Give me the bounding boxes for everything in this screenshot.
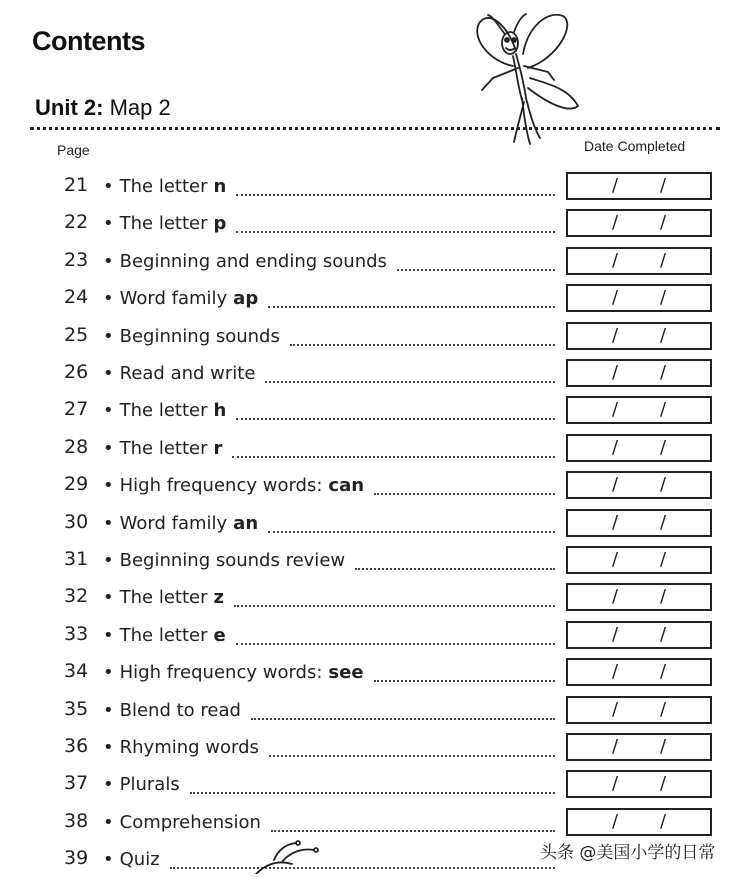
dot-leader [269,755,555,757]
watermark-text: 头条 @美国小学的日常 [540,843,716,863]
contents-row [0,286,750,316]
page-number: 22 [64,211,89,234]
entry-label [103,550,555,574]
date-separator: / [660,436,667,458]
date-separator: / [660,511,667,533]
entry-text: Beginning sounds review [119,550,346,571]
date-separator: / [660,287,667,309]
contents-row [0,735,750,765]
contents-row [0,249,750,279]
entry-text: High frequency words: [119,475,323,497]
contents-row [0,436,750,466]
bullet-icon: • [103,250,114,272]
bullet-icon: • [103,288,114,310]
date-completed-box[interactable] [566,322,712,350]
bullet-icon: • [103,363,114,384]
entry-label [103,475,555,499]
entry-label [103,737,555,761]
page-number: 32 [64,585,89,608]
entry-text: The letter [119,176,208,197]
date-separator: / [612,810,619,832]
date-separator: / [660,623,667,645]
bullet-icon: • [103,176,114,197]
page-number: 25 [64,323,89,346]
date-column-header: Date Completed [584,138,686,154]
date-completed-box[interactable] [566,546,712,574]
date-separator: / [612,549,619,570]
date-separator: / [612,362,619,383]
entry-label [103,326,555,350]
bullet-icon: • [103,699,114,721]
entry-text: Rhyming words [119,737,259,758]
dot-leader [268,531,555,533]
bullet-icon: • [103,811,114,833]
date-separator: / [612,511,619,533]
bullet-icon: • [103,774,114,796]
date-separator: / [660,399,667,421]
date-separator: / [612,474,619,496]
contents-row [0,511,750,541]
keyword: r [213,437,223,459]
entry-label [103,625,555,649]
date-completed-box[interactable] [566,770,712,798]
date-completed-box[interactable] [566,209,712,237]
date-separator: / [612,399,619,421]
date-separator: / [660,810,667,832]
date-separator: / [612,623,619,645]
contents-row [0,585,750,615]
contents-row [0,361,750,391]
entry-label [103,288,555,312]
bullet-icon: • [103,475,114,497]
date-separator: / [660,249,667,271]
unit-name: Map 2 [109,95,171,120]
dot-leader [236,643,555,645]
entry-text: Word family [119,288,228,310]
entry-label [103,849,555,873]
page-number: 26 [64,361,89,383]
page-number: 38 [64,809,89,832]
dot-leader [374,680,555,682]
dot-leader [268,306,555,308]
page-number: 33 [64,622,89,645]
dot-leader [236,231,555,233]
date-completed-box[interactable] [566,172,712,200]
keyword: ap [233,288,259,310]
contents-row [0,473,750,503]
date-completed-box[interactable] [566,621,712,649]
entry-label [103,400,555,424]
dot-leader [251,718,555,720]
entry-label [103,774,555,798]
entry-label [103,213,555,237]
keyword: e [213,624,226,646]
date-completed-box[interactable] [566,733,712,761]
bullet-icon: • [103,737,114,758]
page-number: 30 [64,510,89,533]
date-separator: / [660,661,667,683]
entry-text: The letter [119,587,208,609]
date-separator: / [660,549,667,570]
entry-label [103,513,555,537]
dot-leader [265,381,555,383]
contents-row [0,810,750,840]
date-separator: / [612,586,619,608]
contents-row [0,548,750,578]
page-number: 29 [64,473,89,496]
bullet-icon: • [103,437,114,459]
entry-text: Plurals [119,774,180,796]
bullet-icon: • [103,213,114,235]
dot-leader [190,792,555,794]
date-separator: / [660,773,667,795]
date-separator: / [612,212,619,234]
contents-row [0,660,750,690]
entry-text: The letter [119,624,208,646]
contents-row [0,211,750,241]
keyword: see [328,662,364,684]
date-completed-box[interactable] [566,359,712,387]
page-number: 37 [64,772,89,795]
dot-leader [374,493,555,495]
entry-text: Word family [119,512,228,534]
entry-text: The letter [119,437,208,459]
dot-leader [170,867,555,869]
dot-leader [236,418,555,420]
header-divider [30,127,720,130]
entry-text: Quiz [119,849,160,871]
page-number: 27 [64,398,89,421]
entry-text: Read and write [119,363,256,384]
date-completed-box[interactable] [566,284,712,312]
dot-leader [234,605,555,607]
contents-row [0,174,750,204]
entry-label [103,700,555,724]
entry-label [103,812,555,836]
entry-label [103,251,555,275]
page-number: 39 [64,847,89,870]
entry-label [103,587,555,611]
bullet-icon: • [103,325,114,347]
date-completed-box[interactable] [566,808,712,836]
date-separator: / [612,773,619,795]
page-number: 21 [64,174,89,196]
entry-label [103,438,555,462]
date-separator: / [660,212,667,234]
contents-row [0,772,750,802]
date-separator: / [660,698,667,720]
date-separator: / [660,324,667,346]
bullet-icon: • [103,550,114,571]
date-separator: / [612,324,619,346]
keyword: can [328,475,365,497]
page-number: 31 [64,548,89,570]
date-separator: / [612,436,619,458]
entry-label [103,662,555,686]
bullet-icon: • [103,662,114,684]
date-completed-box[interactable] [566,509,712,537]
contents-row [0,398,750,428]
bullet-icon: • [103,849,114,871]
entry-text: Blend to read [119,699,241,721]
page-number: 28 [64,435,89,458]
page-column-header: Page [57,142,90,158]
entry-label [103,363,555,387]
unit-heading [35,95,171,121]
contents-row [0,623,750,653]
entry-text: High frequency words: [119,662,323,684]
date-separator: / [612,736,619,757]
date-separator: / [612,175,619,196]
date-separator: / [660,586,667,608]
keyword: n [213,176,227,197]
entry-text: The letter [119,213,208,235]
page-number: 34 [64,660,89,683]
bullet-icon: • [103,624,114,646]
date-completed-box[interactable] [566,696,712,724]
keyword: z [213,587,224,609]
date-separator: / [660,736,667,757]
bullet-icon: • [103,587,114,609]
contents-row [0,698,750,728]
date-separator: / [660,474,667,496]
contents-row [0,324,750,354]
page-number: 24 [64,286,89,309]
date-separator: / [660,362,667,383]
entry-text: Comprehension [119,811,261,833]
date-completed-box[interactable] [566,583,712,611]
entry-text: Beginning sounds [119,325,280,347]
caterpillar-illustration-icon [252,838,322,874]
entry-label [103,176,555,200]
keyword: p [213,213,227,235]
entry-text: The letter [119,400,208,422]
date-separator: / [612,661,619,683]
date-completed-box[interactable] [566,247,712,275]
date-separator: / [612,249,619,271]
bullet-icon: • [103,512,114,534]
dot-leader [232,456,555,458]
dot-leader [397,269,555,271]
bullet-icon: • [103,400,114,422]
dot-leader [271,830,555,832]
page-number: 23 [64,248,89,271]
dot-leader [290,344,555,346]
entry-text: Beginning and ending sounds [119,250,387,272]
page-number: 36 [64,735,89,757]
date-completed-box[interactable] [566,396,712,424]
page-number: 35 [64,697,89,720]
page-title: Contents [32,26,145,56]
date-completed-box[interactable] [566,434,712,462]
dot-leader [236,194,555,196]
date-separator: / [612,698,619,720]
date-completed-box[interactable] [566,471,712,499]
date-completed-box[interactable] [566,658,712,686]
unit-label: Unit 2: [35,95,104,120]
date-separator: / [660,175,667,196]
date-separator: / [612,287,619,309]
dot-leader [355,568,555,570]
keyword: an [233,512,259,534]
keyword: h [213,400,227,422]
